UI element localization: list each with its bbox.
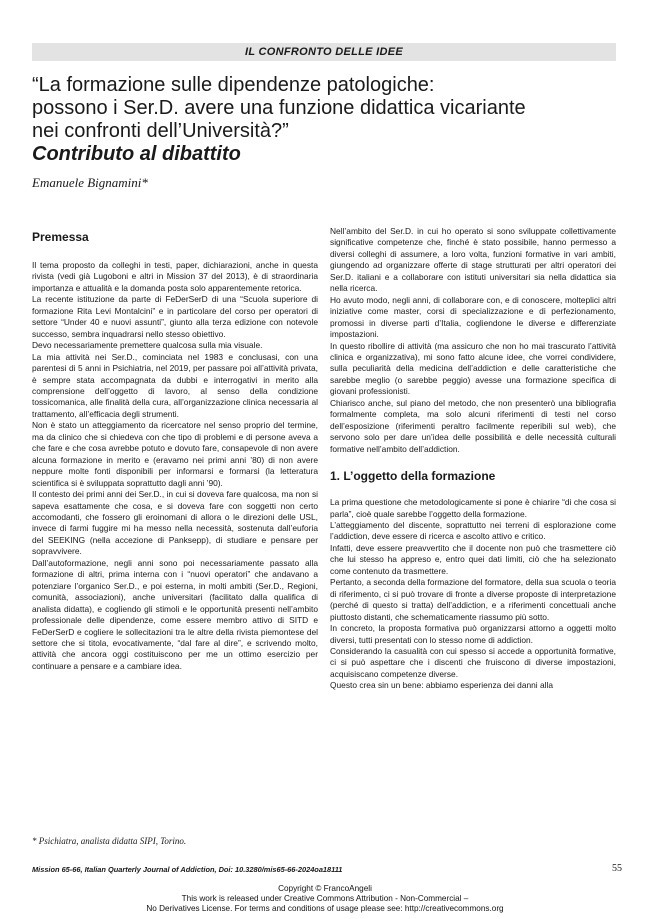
paragraph: Questo crea sin un bene: abbiamo esperienza dei danni alla — [330, 680, 554, 691]
paragraph: Nell’ambito del Ser.D. in cui ho operato si sono sviluppate collettivamente significative competenze che, finché è stato possibile, hanno permesso a diversi colleghi di assumere, a loro volta, funzioni formative in vari ambiti, giungendo ad organizzare offerte di stage strutturati per altri operatori dei Ser.D. italiani e a collaborare con istituti universitari sia nella didattica sia nella ricerca. — [330, 226, 616, 294]
section-heading-premessa: Premessa — [32, 230, 89, 244]
section-header: IL CONFRONTO DELLE IDEE — [32, 43, 616, 61]
paragraph: In concreto, la proposta formativa può organizzarsi attorno a oggetti molto diversi, tutti presentati con lo stesso nome di addiction. — [330, 623, 616, 645]
article-subtitle: Contributo al dibattito — [32, 143, 241, 165]
title-line-3: nei confronti dell’Università?” — [32, 120, 289, 142]
section-heading-oggetto: 1. L’oggetto della formazione — [330, 469, 496, 484]
paragraph: Considerando la casualità con cui spesso si accede a opportunità formative, ci si può aspettare che i discenti che fruiscono di diverse impostazioni, acquisiscano competenze diverse. — [330, 645, 616, 679]
paragraph: Il contesto dei primi anni dei Ser.D., in cui si doveva fare qualcosa, ma non si sapeva esattamente che cosa, e si doveva fare con soggetti non certo accomodanti, che fossero gli eroinomani di allora o le direzioni delle USL, invece di farmi fuggire mi ha messo nella necessità, sostenuta dall’euforia del SEEKING (nella accezione di Panksepp), di studiare e pensare per sopravvivere. — [32, 489, 318, 557]
author-footnote: * Psichiatra, analista didatta SIPI, Torino. — [32, 836, 187, 846]
copyright-line-3: No Derivatives License. For terms and conditions of usage please see: http://creativecommons.org — [146, 904, 504, 913]
copyright-line-1: Copyright © FrancoAngeli — [278, 884, 372, 893]
copyright-notice — [0, 884, 650, 914]
paragraph: Devo necessariamente premettere qualcosa sulla mia visuale. — [32, 340, 263, 351]
paragraph: Dall’autoformazione, negli anni sono poi necessariamente passato alla formazione di altri, prima interna con i “nuovi operatori” che andavano a potenziare l’organico Ser.D., e poi esterna, in molti ambiti (Ser.D., Regioni, comunità, associazioni), anche universitari (facilitato dalla qualifica di analista didatta), e cogliendo gli stimoli e le opportunità presenti nell’ambito professionale delle dipendenze, come essere membro attivo di SITD e FeDerSerD e cogliere le sollecitazioni tra le altre della rivista piemontese del settore che si titola, evocativamente, “dal fare al dire”, e scrivendo molto, attività che ancora oggi costituiscono per me un ottimo esercizio per continuare a pensare e a cambiare idea. — [32, 557, 318, 671]
title-line-1: “La formazione sulle dipendenze patologiche: — [32, 74, 435, 96]
paragraph: Chiarisco anche, sul piano del metodo, che non presenterò una bibliografia formalmente completa, ma solo alcuni riferimenti di testi nel corso dell’esposizione (riferimenti peraltro facilmente reperibili sul web), che servono solo per dare un’idea delle possibilità e delle necessità culturali formative nell’ambito dell’addiction. — [330, 397, 616, 454]
paragraph: Ho avuto modo, negli anni, di collaborare con, e di conoscere, molteplici altri iniziative come master, corsi di specializzazione e di perfezionamento, promossi in diverse parti d’Italia, cogliendone le diverse e differenziate impostazioni. — [330, 294, 616, 340]
page-number: 55 — [612, 863, 622, 874]
paragraph: La prima questione che metodologicamente si pone è chiarire “di che cosa si parla”, cioè quale sarebbe l’oggetto della formazione. — [330, 497, 616, 519]
journal-citation: Mission 65-66, Italian Quarterly Journal of Addiction, Doi: 10.3280/mis65-66-2024oa18111 — [32, 865, 343, 874]
title-line-2: possono i Ser.D. avere una funzione didattica vicariante — [32, 97, 526, 119]
article-title — [32, 74, 622, 166]
paragraph: La mia attività nei Ser.D., cominciata nel 1983 e conclusasi, con una parentesi di 5 anni in Psichiatria, nel 2019, per passare poi all’attività privata, è sempre stata accompagnata da dubbi e interrogativi in merito alla comprensione dell’oggetto di lavoro, al senso della condizione tossicomanica, alle finalità della cura, all’organizzazione clinica necessaria al trattamento, all’efficacia degli strumenti. — [32, 351, 318, 419]
paragraph: La recente istituzione da parte di FeDerSerD di una “Scuola superiore di formazione Rita Levi Montalcini” e in particolare del corso per operatori di settore “Under 40 e nuovi assunti”, giunto alla terza edizione con notevole successo, sembra inquadrarsi nello stesso obiettivo. — [32, 294, 318, 339]
paragraph: Infatti, deve essere preavvertito che il docente non può che trasmettere ciò che lui stesso ha appreso e, entro quei dati limiti, ciò che ha selezionato come contenuto da trasmettere. — [330, 542, 616, 576]
right-column — [330, 226, 616, 692]
paragraph: In questo ribollire di attività (ma assicuro che non ho mai trascurato l’attività clinica e organizzativa), mi sono fatto alcune idee, che vorrei condividere, sulla peculiarità della medicina dell’addiction e delle caratteristiche che sarebbe meglio (o sarebbe peggio) avesse una formazione specifica di giovani professionisti. — [330, 340, 616, 397]
left-column — [32, 226, 318, 672]
author-name: Emanuele Bignamini* — [32, 175, 148, 190]
paragraph: L’atteggiamento del discente, soprattutto nei terreni di esplorazione come l’addiction, deve essere di ricerca e ascolto attivo e critico. — [330, 519, 616, 542]
paragraph: Non è stato un atteggiamento da ricercatore nel senso proprio del termine, ma da clinico che si chiedeva con che tipo di problemi e di persone aveva a che fare e che cosa avrebbe potuto e dovuto fare, consapevole di non avere alcuna formazione in merito e (eravamo nei primi anni ’80) di non avere neppure molte fonti disponibili per informarsi e formarsi (la letteratura scientifica si è sviluppata soprattutto dagli anni ’90). — [32, 420, 318, 488]
paragraph: Il tema proposto da colleghi in testi, paper, dichiarazioni, anche in questa rivista (vedi già Lugoboni e altri in Mission 37 del 2013), è di straordinaria importanza e attualità e la domanda posta solo apparentemente retorica. — [32, 260, 318, 293]
copyright-line-2: This work is released under Creative Commons Attribution - Non-Commercial – — [181, 894, 469, 903]
paragraph: Pertanto, a seconda della formazione del formatore, della sua scuola o teoria di riferimento, ci si può trovare di fronte a diverse proposte di interpretazione (perché di questo si tratta) dell’addiction, e a riferimenti concettuali anche piuttosto distanti, che schematicamente riassumo più sotto. — [330, 577, 616, 622]
